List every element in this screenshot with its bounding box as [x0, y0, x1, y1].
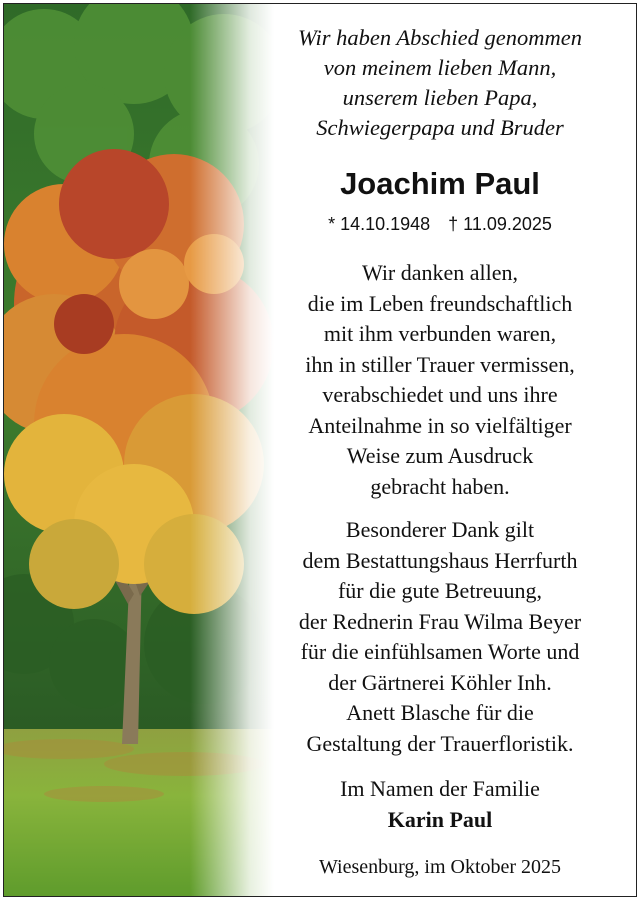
intro-line: Schwiegerpapa und Bruder	[316, 115, 564, 140]
closing-block	[242, 774, 637, 835]
thanks-paragraph	[242, 258, 637, 502]
special-thanks-line: der Rednerin Frau Wilma Beyer	[298, 608, 582, 634]
intro-line: Wir haben Abschied genommen	[298, 25, 582, 50]
thanks-line: die im Leben freundschaftlich	[307, 290, 573, 316]
special-thanks-line: der Gärtnerei Köhler Inh.	[328, 669, 552, 695]
death-date: † 11.09.2025	[448, 214, 552, 234]
obituary-notice	[3, 3, 637, 897]
notice-text-panel	[242, 4, 637, 896]
special-thanks-line: Gestaltung der Trauerfloristik.	[306, 730, 574, 756]
intro-line: unserem lieben Papa,	[342, 85, 538, 110]
thanks-line: verabschiedet und uns ihre	[322, 382, 558, 407]
special-thanks-line: für die gute Betreuung,	[337, 578, 543, 603]
thanks-line: Weise zum Ausdruck	[346, 443, 534, 468]
special-thanks-line: für die einfühlsamen Worte und	[300, 639, 580, 664]
thanks-line: Wir danken allen,	[361, 260, 519, 285]
birth-date: * 14.10.1948	[328, 214, 431, 234]
closing-line: Im Namen der Familie	[340, 776, 540, 801]
thanks-line: ihn in stiller Trauer vermissen,	[305, 351, 575, 377]
thanks-line: Anteilnahme in so vielfältiger	[308, 412, 572, 438]
intro-line: von meinem lieben Mann,	[323, 55, 557, 80]
intro-text	[242, 23, 637, 143]
life-dates	[242, 212, 637, 236]
special-thanks-line: Besonderer Dank gilt	[345, 517, 535, 542]
special-thanks-line: dem Bestattungshaus Herrfurth	[302, 547, 578, 573]
special-thanks-line: Anett Blasche für die	[346, 700, 534, 725]
deceased-name: Joachim Paul	[340, 166, 540, 201]
place-and-date: Wiesenburg, im Oktober 2025	[318, 856, 562, 878]
thanks-line: gebracht haben.	[370, 473, 510, 499]
special-thanks-paragraph	[242, 515, 637, 759]
thanks-line: mit ihm verbunden waren,	[323, 321, 557, 346]
signer-name: Karin Paul	[387, 806, 493, 832]
